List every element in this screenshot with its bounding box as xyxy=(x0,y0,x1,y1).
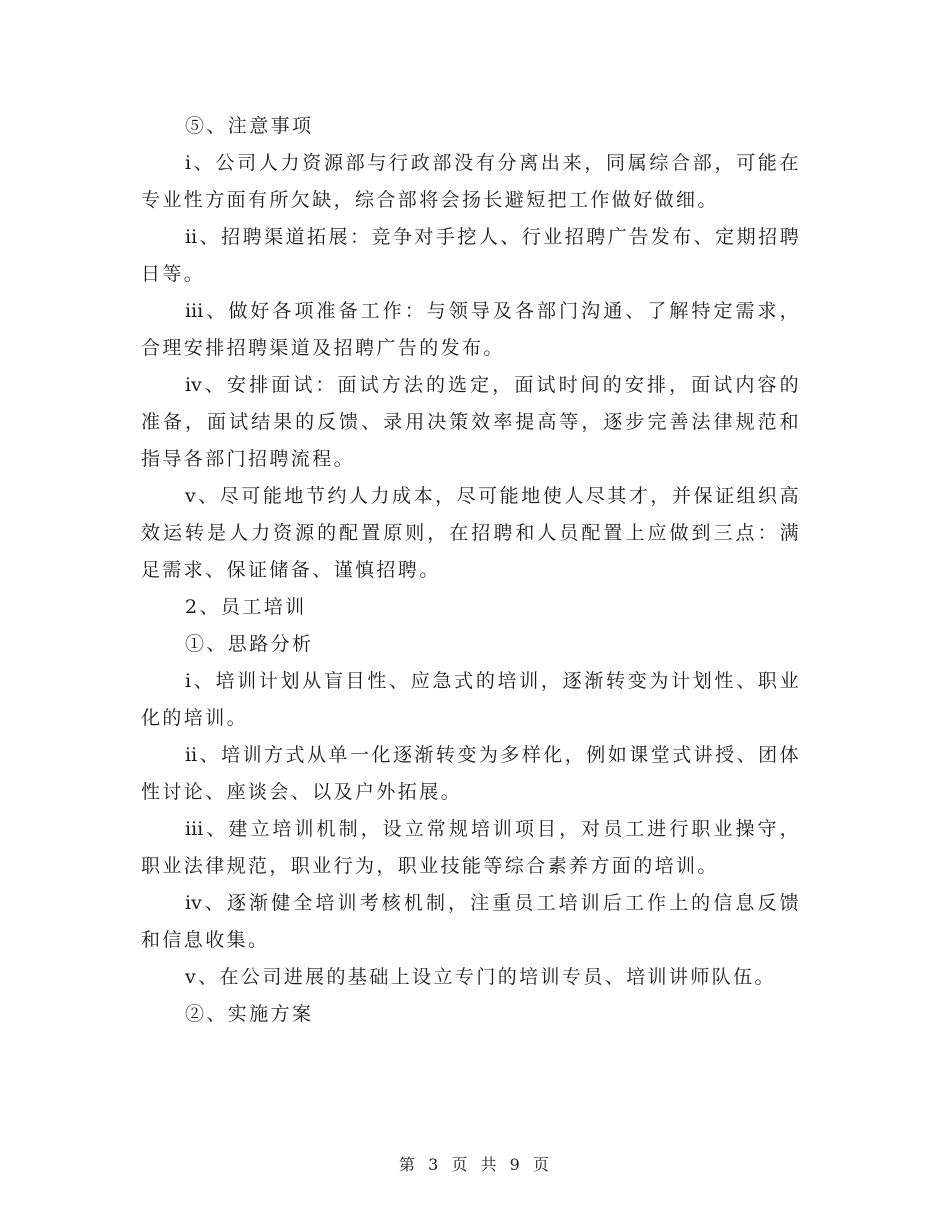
paragraph: ⅳ、安排面试：面试方法的选定，面试时间的安排，面试内容的准备，面试结果的反馈、录用决策效率提高等，逐步完善法律规范和指导各部门招聘流程。 xyxy=(141,374,801,470)
footer-current-page: 3 xyxy=(428,1155,441,1174)
footer-label-unit-end: 页 xyxy=(532,1155,551,1174)
paragraph: ⅱ、招聘渠道拓展：竞争对手挖人、行业招聘广告发布、定期招聘日等。 xyxy=(141,226,801,285)
paragraph: ⅰ、培训计划从盲目性、应急式的培训，逐渐转变为计划性、职业化的培训。 xyxy=(141,670,801,729)
footer-total-pages: 9 xyxy=(509,1155,522,1174)
document-body xyxy=(141,108,801,1033)
paragraph: ⅴ、在公司进展的基础上设立专门的培训专员、培训讲师队伍。 xyxy=(185,966,776,988)
footer-label-page: 第 xyxy=(399,1155,418,1174)
subsection-heading-plan: ②、实施方案 xyxy=(185,1003,314,1025)
paragraph: ⅲ、做好各项准备工作：与领导及各部门沟通、了解特定需求，合理安排招聘渠道及招聘广告的发布。 xyxy=(141,300,801,359)
section-heading-training: 2、员工培训 xyxy=(185,596,307,618)
paragraph: ⅰ、公司人力资源部与行政部没有分离出来，同属综合部，可能在专业性方面有所欠缺，综合部将会扬长避短把工作做好做细。 xyxy=(141,152,801,211)
page-footer xyxy=(0,1152,950,1175)
footer-label-unit: 页 xyxy=(451,1155,470,1174)
section-heading-notes: ⑤、注意事项 xyxy=(185,115,314,137)
paragraph: ⅲ、建立培训机制，设立常规培训项目，对员工进行职业操守，职业法律规范，职业行为，职业技能等综合素养方面的培训。 xyxy=(141,818,801,877)
subsection-heading-analysis: ①、思路分析 xyxy=(185,633,314,655)
paragraph: ⅴ、尽可能地节约人力成本，尽可能地使人尽其才，并保证组织高效运转是人力资源的配置原则，在招聘和人员配置上应做到三点：满足需求、保证储备、谨慎招聘。 xyxy=(141,485,801,581)
paragraph: ⅱ、培训方式从单一化逐渐转变为多样化，例如课堂式讲授、团体性讨论、座谈会、以及户外拓展。 xyxy=(141,744,801,803)
footer-label-total: 共 xyxy=(480,1155,499,1174)
paragraph: ⅳ、逐渐健全培训考核机制，注重员工培训后工作上的信息反馈和信息收集。 xyxy=(141,892,801,951)
